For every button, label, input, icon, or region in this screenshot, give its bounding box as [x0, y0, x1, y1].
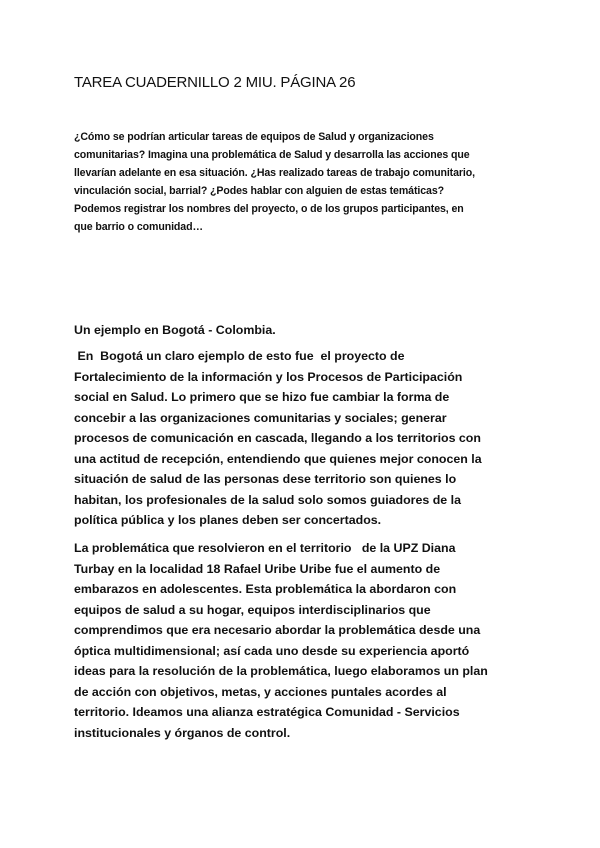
question-line: Podemos registrar los nombres del proyecto, o de los grupos participantes, en — [74, 203, 464, 215]
paragraph-line: óptica multidimensional; así cada uno desde su experiencia aportó — [74, 643, 470, 658]
paragraph-line: comprendimos que era necesario abordar la problemática desde una — [74, 623, 481, 637]
question-line: comunitarias? Imagina una problemática de Salud y desarrolla las acciones que — [74, 149, 470, 161]
paragraph-line: política pública y los planes deben ser concertados. — [74, 513, 382, 527]
paragraph-1 — [74, 346, 534, 531]
question-line: ¿Cómo se podrían articular tareas de equipos de Salud y organizaciones — [74, 131, 434, 143]
paragraph-line: ideas para la resolución de la problemática, luego elaboramos un plan — [74, 664, 488, 678]
paragraph-line: equipos de salud a su hogar, equipos interdisciplinarios que — [74, 602, 431, 617]
question-line: llevarían adelante en esa situación. ¿Has realizado tareas de trabajo comunitario, — [74, 167, 475, 179]
question-line: vinculación social, barrial? ¿Podes hablar con alguien de estas temáticas? — [74, 185, 444, 197]
paragraph-line: embarazos en adolescentes. Esta problemática la abordaron con — [74, 582, 457, 596]
paragraph-line: Turbay en la localidad 18 Rafael Uribe Uribe fue el aumento de — [74, 561, 441, 576]
paragraph-line: situación de salud de las personas dese territorio son quienes lo — [74, 472, 457, 486]
paragraph-line: Fortalecimiento de la información y los Procesos de Participación — [74, 369, 463, 384]
question-block — [74, 128, 536, 236]
paragraph-line: habitan, los profesionales de la salud solo somos guiadores de la — [74, 492, 461, 507]
paragraph-line: En Bogotá un claro ejemplo de esto fue el proyecto de — [74, 349, 405, 363]
paragraph-line: concebir a las organizaciones comunitarias y sociales; generar — [74, 410, 447, 425]
paragraph-2 — [74, 538, 534, 743]
paragraph-line: institucionales y órganos de control. — [74, 725, 291, 740]
question-line: que barrio o comunidad… — [74, 221, 203, 233]
page-title: TAREA CUADERNILLO 2 MIU. PÁGINA 26 — [74, 74, 356, 91]
paragraph-line: La problemática que resolvieron en el territorio de la UPZ Diana — [74, 541, 456, 555]
paragraph-line: una actitud de recepción, entendiendo que quienes mejor conocen la — [74, 451, 482, 466]
paragraph-line: procesos de comunicación en cascada, llegando a los territorios con — [74, 431, 481, 445]
section-subheading: Un ejemplo en Bogotá - Colombia. — [74, 323, 276, 337]
paragraph-line: territorio. Ideamos una alianza estratégica Comunidad - Servicios — [74, 705, 460, 719]
paragraph-line: de acción con objetivos, metas, y acciones puntales acordes al — [74, 684, 447, 699]
paragraph-line: social en Salud. Lo primero que se hizo fue cambiar la forma de — [74, 390, 450, 404]
